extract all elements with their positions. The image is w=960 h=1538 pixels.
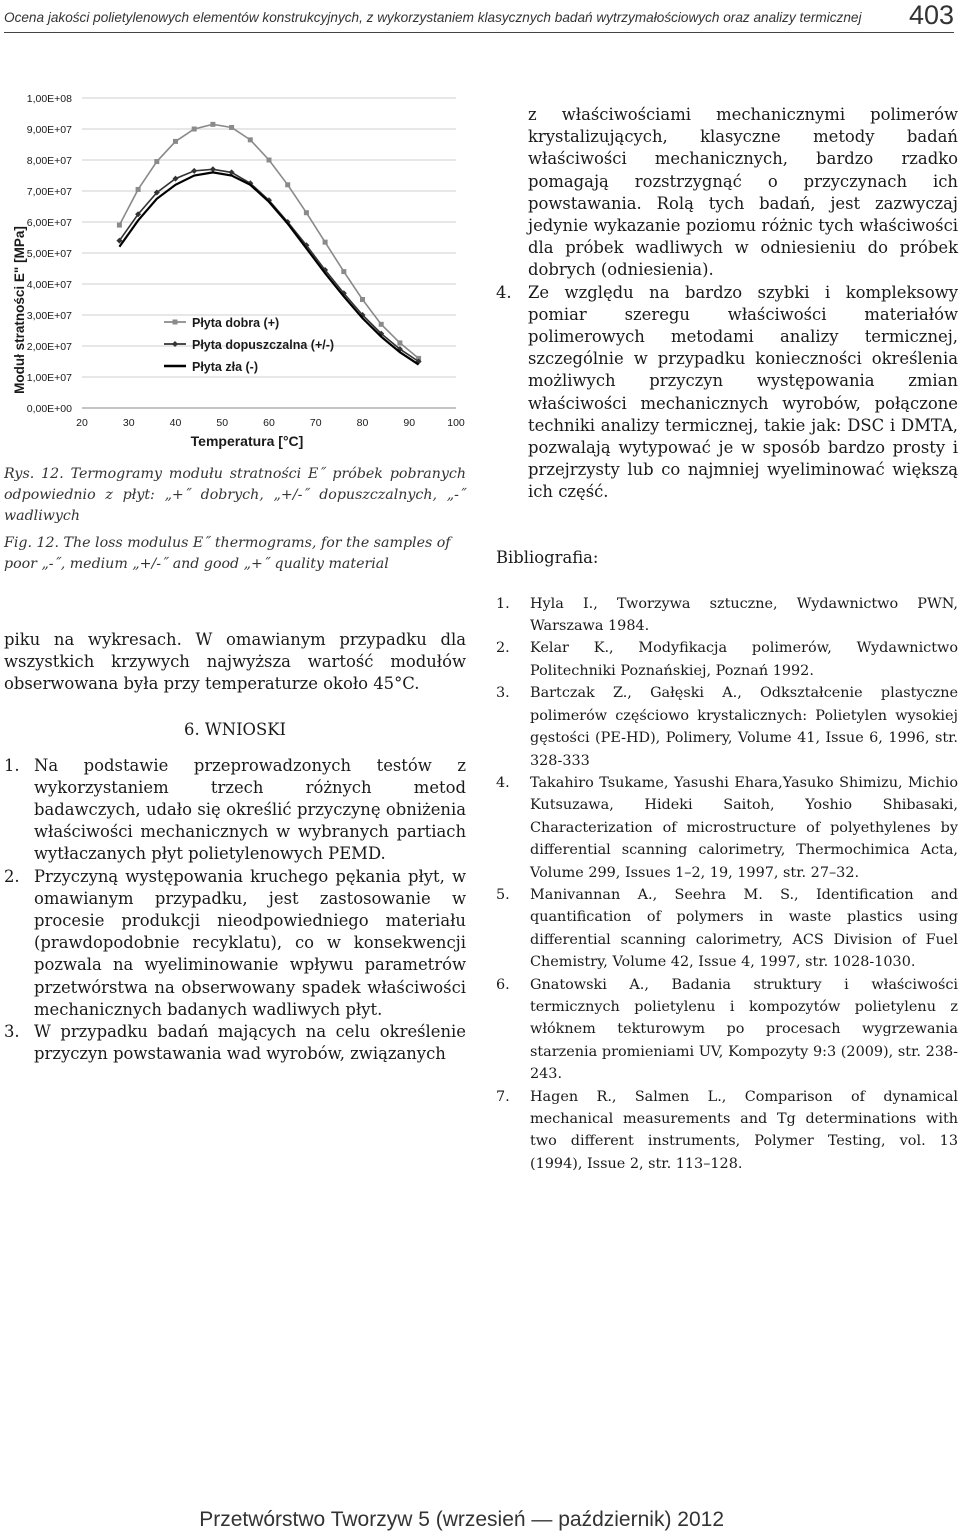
data-point bbox=[154, 159, 159, 164]
legend-label: Płyta zła (-) bbox=[192, 360, 258, 374]
legend-marker bbox=[173, 320, 178, 325]
y-tick-labels bbox=[27, 93, 72, 415]
list-item bbox=[4, 866, 466, 1021]
x-axis-label: Temperatura [°C] bbox=[190, 433, 304, 449]
x-tick-label: 30 bbox=[122, 417, 135, 429]
x-tick-label: 90 bbox=[403, 417, 416, 429]
conclusions-list-continued bbox=[496, 104, 958, 504]
x-tick-label: 100 bbox=[447, 417, 465, 429]
list-text: Przyczyną występowania kruchego pękania płyt, w omawianym przypadku, jest zastosowanie w procesie produkcji nieodpowiedniego materiału (prawdopodobnie recyklatu), co w konsekwencji pozwala na wyeliminowanie wpływu parametrów przetwórstwa na obserwowany spadek właściwości mechanicznych badanych wadliwych płyt. bbox=[34, 866, 466, 1019]
bibliography-heading: Bibliografia: bbox=[496, 547, 599, 567]
bibliography-item bbox=[496, 772, 958, 884]
bib-text: Takahiro Tsukame, Yasushi Ehara,Yasuko Shimizu, Michio Kutsuzawa, Hideki Saitoh, Yoshio Shibasaki, Characterization of microstructure of polyethylenes by differential scanning calorimetry, Thermochimica Acta, Volume 299, Issues 1–2, 19, 1997, str. 27–32. bbox=[530, 774, 958, 881]
list-text: W przypadku badań mających na celu określenie przyczyn powstawania wad wyrobów, związanych bbox=[34, 1022, 466, 1064]
x-tick-label: 50 bbox=[216, 417, 229, 429]
x-tick-label: 20 bbox=[76, 417, 88, 429]
series-line bbox=[119, 172, 418, 364]
list-text: Na podstawie przeprowadzonych testów z wykorzystaniem trzech różnych metod badawczych, udało się określić przyczynę obniżenia właściwości mechanicznych w wybranych partiach wytłaczanych płyt polietylenowych PEMD. bbox=[34, 755, 466, 864]
data-point bbox=[341, 269, 346, 274]
list-number: 3. bbox=[4, 1022, 20, 1042]
y-axis-label: Moduł stratności E" [MPa] bbox=[12, 226, 27, 394]
bibliography-item bbox=[496, 682, 958, 772]
right-column bbox=[496, 104, 958, 1175]
x-tick-label: 80 bbox=[356, 417, 369, 429]
bib-number: 6. bbox=[496, 976, 510, 993]
list-item bbox=[4, 1021, 466, 1065]
list-item bbox=[4, 755, 466, 866]
x-tick-label: 60 bbox=[263, 417, 275, 429]
figure-caption-pl: Rys. 12. Termogramy modułu stratności E˝ próbek pobranych odpowiednio z płyt: „+˝ dobrych, „+/-˝ dopuszczalnych, „-˝ wadliwych bbox=[4, 466, 466, 524]
bib-text: Kelar K., Modyfikacja polimerów, Wydawnictwo Politechniki Poznańskiej, Poznań 1992. bbox=[530, 640, 958, 679]
list-item-continuation bbox=[496, 104, 958, 282]
body-paragraph: piku na wykresach. W omawianym przypadku dla wszystkich krzywych najwyższa wartość modułów obserwowana była przy temperaturze około 45°C. bbox=[4, 630, 466, 694]
list-item bbox=[496, 282, 958, 504]
data-point bbox=[323, 240, 328, 245]
y-tick-label: 6,00E+07 bbox=[26, 217, 72, 229]
bib-number: 4. bbox=[496, 774, 510, 791]
y-tick-label: 3,00E+07 bbox=[26, 310, 72, 322]
y-tick-label: 5,00E+07 bbox=[26, 248, 72, 260]
y-tick-label: 0,00E+00 bbox=[26, 403, 72, 415]
page-number: 403 bbox=[908, 0, 954, 30]
legend-label: Płyta dopuszczalna (+/-) bbox=[192, 338, 335, 352]
data-point bbox=[304, 210, 309, 215]
y-tick-label: 1,00E+07 bbox=[26, 372, 72, 384]
chart-legend bbox=[164, 316, 334, 374]
journal-footer: Przetwórstwo Tworzyw 5 (wrzesień — październik) 2012 bbox=[199, 1508, 724, 1531]
bib-number: 7. bbox=[496, 1088, 510, 1105]
bib-text: Hagen R., Salmen L., Comparison of dynamical mechanical measurements and Tg determinations with two different instruments, Polymer Testing, vol. 13 (1994), Issue 2, str. 113–128. bbox=[530, 1088, 958, 1172]
y-tick-label: 8,00E+07 bbox=[26, 155, 72, 167]
bibliography-list bbox=[496, 593, 958, 1176]
y-tick-label: 9,00E+07 bbox=[26, 124, 72, 136]
figure-caption-en: Fig. 12. The loss modulus E˝ thermograms, for the samples of poor „-˝, medium „+/-˝ and good „+˝ quality material bbox=[4, 535, 451, 572]
bib-number: 3. bbox=[496, 685, 510, 702]
y-tick-label: 1,00E+08 bbox=[26, 93, 72, 105]
bib-text: Gnatowski A., Badania struktury i właściwości termicznych polietylenu i kompozytów polietylenu z włóknem tekturowym po procesach wygrzewania starzenia promieniami UV, Kompozyty 9:3 (2009), str. 238-243. bbox=[530, 976, 958, 1083]
y-tick-label: 4,00E+07 bbox=[26, 279, 72, 291]
list-number: 1. bbox=[4, 755, 20, 775]
data-point bbox=[210, 122, 215, 127]
bibliography-item bbox=[496, 593, 958, 638]
x-tick-label: 40 bbox=[169, 417, 182, 429]
data-point bbox=[397, 340, 402, 345]
bibliography-item bbox=[496, 1086, 958, 1176]
chart-grid bbox=[82, 98, 456, 408]
bibliography-item bbox=[496, 637, 958, 682]
y-tick-label: 7,00E+07 bbox=[26, 186, 72, 198]
bib-number: 1. bbox=[496, 595, 510, 612]
bib-text: Manivannan A., Seehra M. S., Identification and quantification of polymers in waste plastics using differential scanning calorimetry, ACS Division of Fuel Chemistry, Volume 42, Issue 4, 1997, str. 1028-1030. bbox=[530, 886, 958, 971]
list-text: Ze względu na bardzo szybki i kompleksowy pomiar szeregu właściwości materiałów polimerowych metodami analizy termicznej, szczególnie w przypadku konieczności określenia możliwych przyczyn występowania zmian właściwości mechanicznych wyrobów, połączone techniki analizy termicznej, takie jak: DSC i DMTA, pozwalają wytypować je w sposób bardzo prosty i przejrzysty lub co najmniej wyeliminować większą ich część. bbox=[528, 282, 958, 502]
data-point bbox=[191, 168, 197, 174]
data-point bbox=[267, 158, 272, 163]
running-header bbox=[4, 0, 954, 33]
legend-label: Płyta dobra (+) bbox=[192, 316, 280, 330]
data-point bbox=[117, 223, 122, 228]
data-point bbox=[229, 125, 234, 130]
bib-number: 5. bbox=[496, 886, 510, 903]
data-point bbox=[192, 127, 197, 132]
loss-modulus-chart bbox=[4, 90, 466, 450]
bibliography-item bbox=[496, 974, 958, 1086]
bib-number: 2. bbox=[496, 640, 510, 657]
list-number: 4. bbox=[496, 282, 512, 302]
bibliography-item bbox=[496, 884, 958, 974]
data-point bbox=[379, 322, 384, 327]
data-point bbox=[173, 139, 178, 144]
running-title: Ocena jakości polietylenowych elementów konstrukcyjnych, z wykorzystaniem klasycznych badań wytrzymałościowych oraz analizy termicznej bbox=[4, 10, 862, 25]
list-number: 2. bbox=[4, 866, 20, 886]
bib-text: Hyla I., Tworzywa sztuczne, Wydawnictwo PWN, Warszawa 1984. bbox=[530, 595, 958, 635]
data-point bbox=[136, 187, 141, 192]
data-point bbox=[285, 182, 290, 187]
x-tick-label: 70 bbox=[309, 417, 322, 429]
conclusions-list bbox=[4, 755, 466, 1066]
y-tick-label: 2,00E+07 bbox=[26, 341, 72, 353]
x-tick-labels bbox=[76, 417, 465, 429]
left-column bbox=[4, 90, 466, 1065]
list-text: z właściwościami mechanicznymi polimerów krystalizujących, klasyczne metody badań właściwości mechanicznych, bardzo rzadko pomagają rozstrzygnąć o przyczynach ich powstawania. Rolą tych badań, jest zazwyczaj jedynie wykazanie poziomu różnic tych właściwości dla próbek wadliwych w odniesieniu do próbek dobrych (odniesienia). bbox=[528, 105, 958, 280]
data-point bbox=[360, 297, 365, 302]
data-point bbox=[248, 137, 253, 142]
section-heading-conclusions: 6. WNIOSKI bbox=[184, 719, 286, 739]
bib-text: Bartczak Z., Gałęski A., Odkształcenie plastyczne polimerów częściowo krystalicznych: Polietylen wysokiej gęstości (PE-HD), Polimery, Volume 41, Issue 6, 1996, str. 328-333 bbox=[530, 685, 958, 769]
